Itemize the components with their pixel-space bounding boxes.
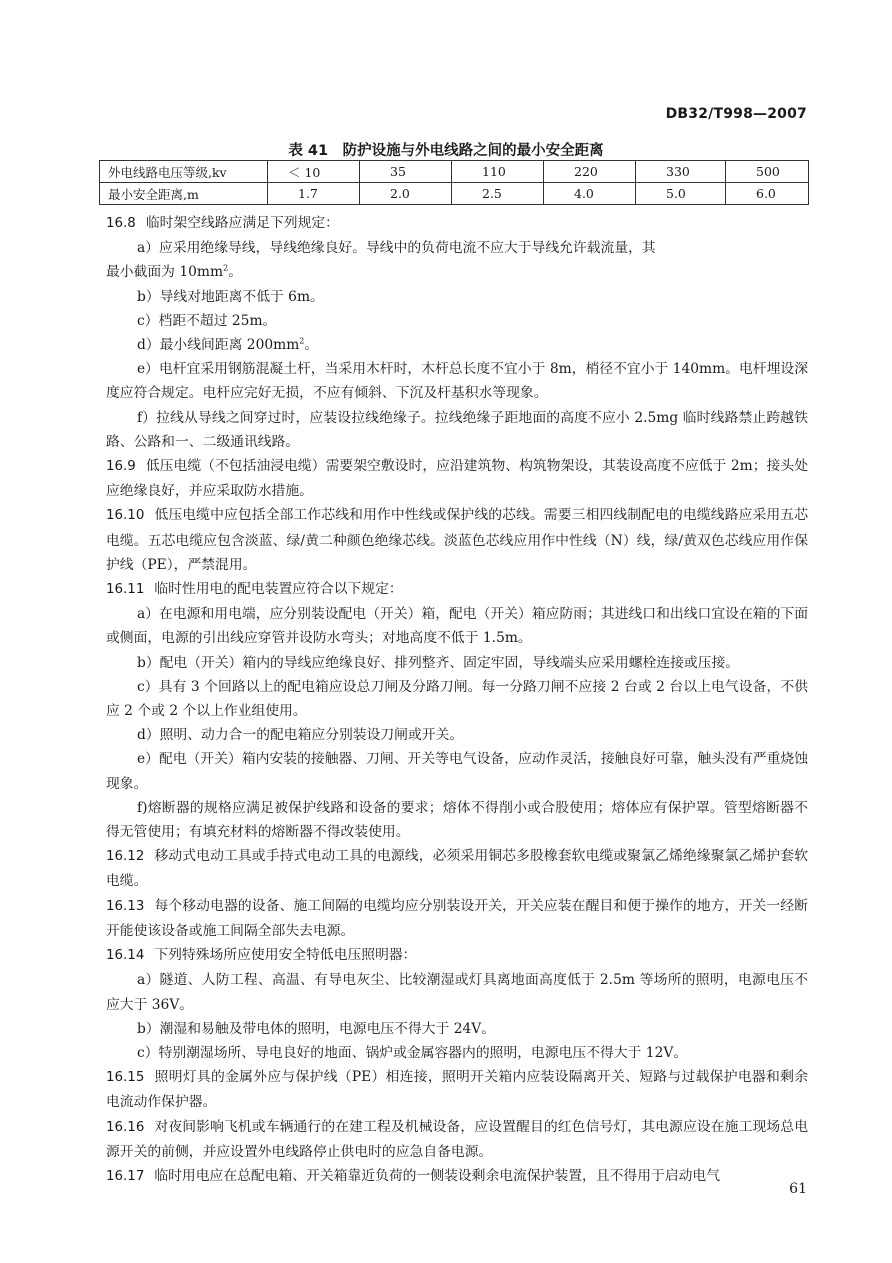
safety-distance-table [99, 160, 809, 205]
clause-16-9 [106, 454, 808, 503]
clause-item: c）特别潮湿场所、导电良好的地面、锅炉或金属容器内的照明，电源电压不得大于 12V。 [137, 1044, 688, 1061]
clause-item: a）隧道、人防工程、高温、有导电灰尘、比较潮湿或灯具离地面高度低于 2.5m 等场所的照明，电源电压不应大于 36V。 [106, 972, 808, 1013]
clause-item [106, 333, 808, 357]
clause-16-17 [106, 1164, 808, 1189]
clause-item: c）具有 3 个回路以上的配电箱应设总刀闸及分路刀闸。每一分路刀闸不应接 2 台或 2 台以上电气设备，不供应 2 个或 2 个以上作业组使用。 [106, 678, 808, 720]
clause-item: f）拉线从导线之间穿过时，应装设拉线绝缘子。拉线绝缘子距地面的高度不应小 2.5mg 临时线路禁止跨越铁路、公路和一、二级通讯线路。 [106, 409, 808, 450]
page-number: 61 [789, 1181, 807, 1197]
table-title: 表 41 防护设施与外电线路之间的最小安全距离 [288, 143, 604, 159]
table-cell: 2.0 [360, 183, 452, 205]
row-header: 最小安全距离,m [100, 183, 268, 205]
clause-text: 临时性用电的配电装置应符合以下规定： [154, 581, 403, 598]
clause-16-16 [106, 1115, 808, 1164]
document-body [106, 211, 808, 1189]
clause-item: d）照明、动力合一的配电箱应分别装设刀闸或开关。 [137, 727, 464, 744]
table-cell: 6.0 [726, 183, 809, 205]
clause-number: 16.11 [106, 582, 145, 598]
table-cell: 220 [544, 161, 636, 183]
clause-number: 16.15 [106, 1070, 145, 1086]
table-cell: 110 [452, 161, 544, 183]
table-cell: 1.7 [268, 183, 360, 205]
superscript: 2 [223, 263, 229, 273]
item-text: d）最小线间距离 200mm [137, 337, 300, 354]
clause-text: 低压电缆（不包括油浸电缆）需要架空敷设时，应沿建筑物、构筑物架设，其装设高度不应低于 2m；接头处应绝缘良好，并应采取防水措施。 [106, 458, 808, 500]
clause-number: 16.16 [106, 1119, 145, 1135]
clause-text: 移动式电动工具或手持式电动工具的电源线，必须采用铜芯多股橡套软电缆或聚氯乙烯绝缘聚氯乙烯护套软电缆。 [106, 848, 808, 890]
clause-item: b）导线对地距离不低于 6m。 [137, 288, 324, 305]
clause-item: a）在电源和用电端，应分别装设配电（开关）箱，配电（开关）箱应防雨；其进线口和出线口宜设在箱的下面或侧面，电源的引出线应穿管并设防水弯头；对地高度不低于 1.5m。 [106, 606, 808, 647]
clause-item: c）档距不超过 25m。 [137, 312, 277, 329]
clause-16-12 [106, 844, 808, 893]
item-text: 。 [304, 337, 319, 354]
table-cell: 35 [360, 161, 452, 183]
clause-text: 每个移动电器的设备、施工间隔的电缆均应分别装设开关，开关应装在醒目和便于操作的地方，开关一经断开能使该设备或施工间隔全部失去电源。 [106, 897, 808, 939]
clause-text: 临时架空线路应满足下列规定： [145, 215, 339, 231]
clause-item: b）潮湿和易触及带电体的照明，电源电压不得大于 24V。 [137, 1020, 496, 1037]
standard-code: DB32/T998—2007 [665, 106, 807, 122]
table-cell: 5.0 [636, 183, 726, 205]
clause-16-13 [106, 894, 808, 943]
clause-number: 16.9 [106, 459, 136, 475]
table-row [100, 161, 809, 183]
clause-number: 16.17 [106, 1168, 145, 1184]
clause-text: 对夜间影响飞机或车辆通行的在建工程及机械设备，应设置醒目的红色信号灯，其电源应设在施工现场总电源开关的前侧，并应设置外电线路停止供电时的应急自备电源。 [106, 1118, 808, 1160]
table-cell: 500 [726, 161, 809, 183]
clause-text: 低压电缆中应包括全部工作芯线和用作中性线或保护线的芯线。需要三相四线制配电的电缆线路应采用五芯电缆。五芯电缆应包含淡蓝、绿/黄二种颜色绝缘芯线。淡蓝色芯线应用作中性线（N）线，绿/黄双色芯线应用作保护线（PE），严禁混用。 [106, 507, 808, 573]
item-text: 最小截面为 10mm [106, 264, 224, 281]
clause-number: 16.8 [106, 216, 136, 231]
superscript: 2 [299, 336, 305, 346]
table-row [100, 183, 809, 205]
clause-16-15 [106, 1065, 808, 1114]
clause-item: b）配电（开关）箱内的导线应绝缘良好、排列整齐、固定牢固，导线端头应采用螺栓连接或压接。 [137, 654, 740, 671]
table-cell: ＜ 10 [268, 161, 360, 183]
clause-text: 临时用电应在总配电箱、开关箱靠近负荷的一侧装设剩余电流保护装置，且不得用于启动电气 [154, 1167, 721, 1184]
item-text: a）应采用绝缘导线，导线绝缘良好。导线中的负荷电流不应大于导线允许载流量，其 [137, 240, 656, 257]
item-text: 。 [228, 264, 242, 281]
clause-number: 16.12 [106, 849, 145, 865]
clause-16-14-heading [106, 943, 808, 968]
clause-16-10 [106, 503, 808, 577]
row-header: 外电线路电压等级,kv [100, 161, 268, 183]
clause-item: e）配电（开关）箱内安装的接触器、刀闸、开关等电气设备，应动作灵活，接触良好可靠，触头没有严重烧蚀现象。 [106, 751, 808, 792]
clause-item: e）电杆宜采用钢筋混凝土杆，当采用木杆时，木杆总长度不宜小于 8m，梢径不宜小于 140mm。电杆埋设深度应符合规定。电杆应完好无损，不应有倾斜、下沉及杆基积水等现象。 [106, 361, 808, 402]
clause-item-continuation [106, 260, 808, 284]
table-cell: 2.5 [452, 183, 544, 205]
clause-text: 照明灯具的金属外应与保护线（PE）相连接，照明开关箱内应装设隔离开关、短路与过载保护电器和剩余电流动作保护器。 [106, 1069, 808, 1111]
clause-number: 16.10 [106, 508, 145, 524]
table-cell: 330 [636, 161, 726, 183]
clause-text: 下列特殊场所应使用安全特低电压照明器： [154, 947, 417, 964]
table-cell: 4.0 [544, 183, 636, 205]
clause-16-8-heading [106, 211, 808, 236]
clause-number: 16.14 [106, 948, 145, 964]
clause-item [106, 236, 808, 260]
clause-number: 16.13 [106, 898, 145, 914]
clause-16-11-heading [106, 577, 808, 602]
clause-item: f)熔断器的规格应满足被保护线路和设备的要求；熔体不得削小或合股使用；熔体应有保护罩。管型熔断器不得无管使用；有填充材料的熔断器不得改装使用。 [106, 799, 808, 841]
